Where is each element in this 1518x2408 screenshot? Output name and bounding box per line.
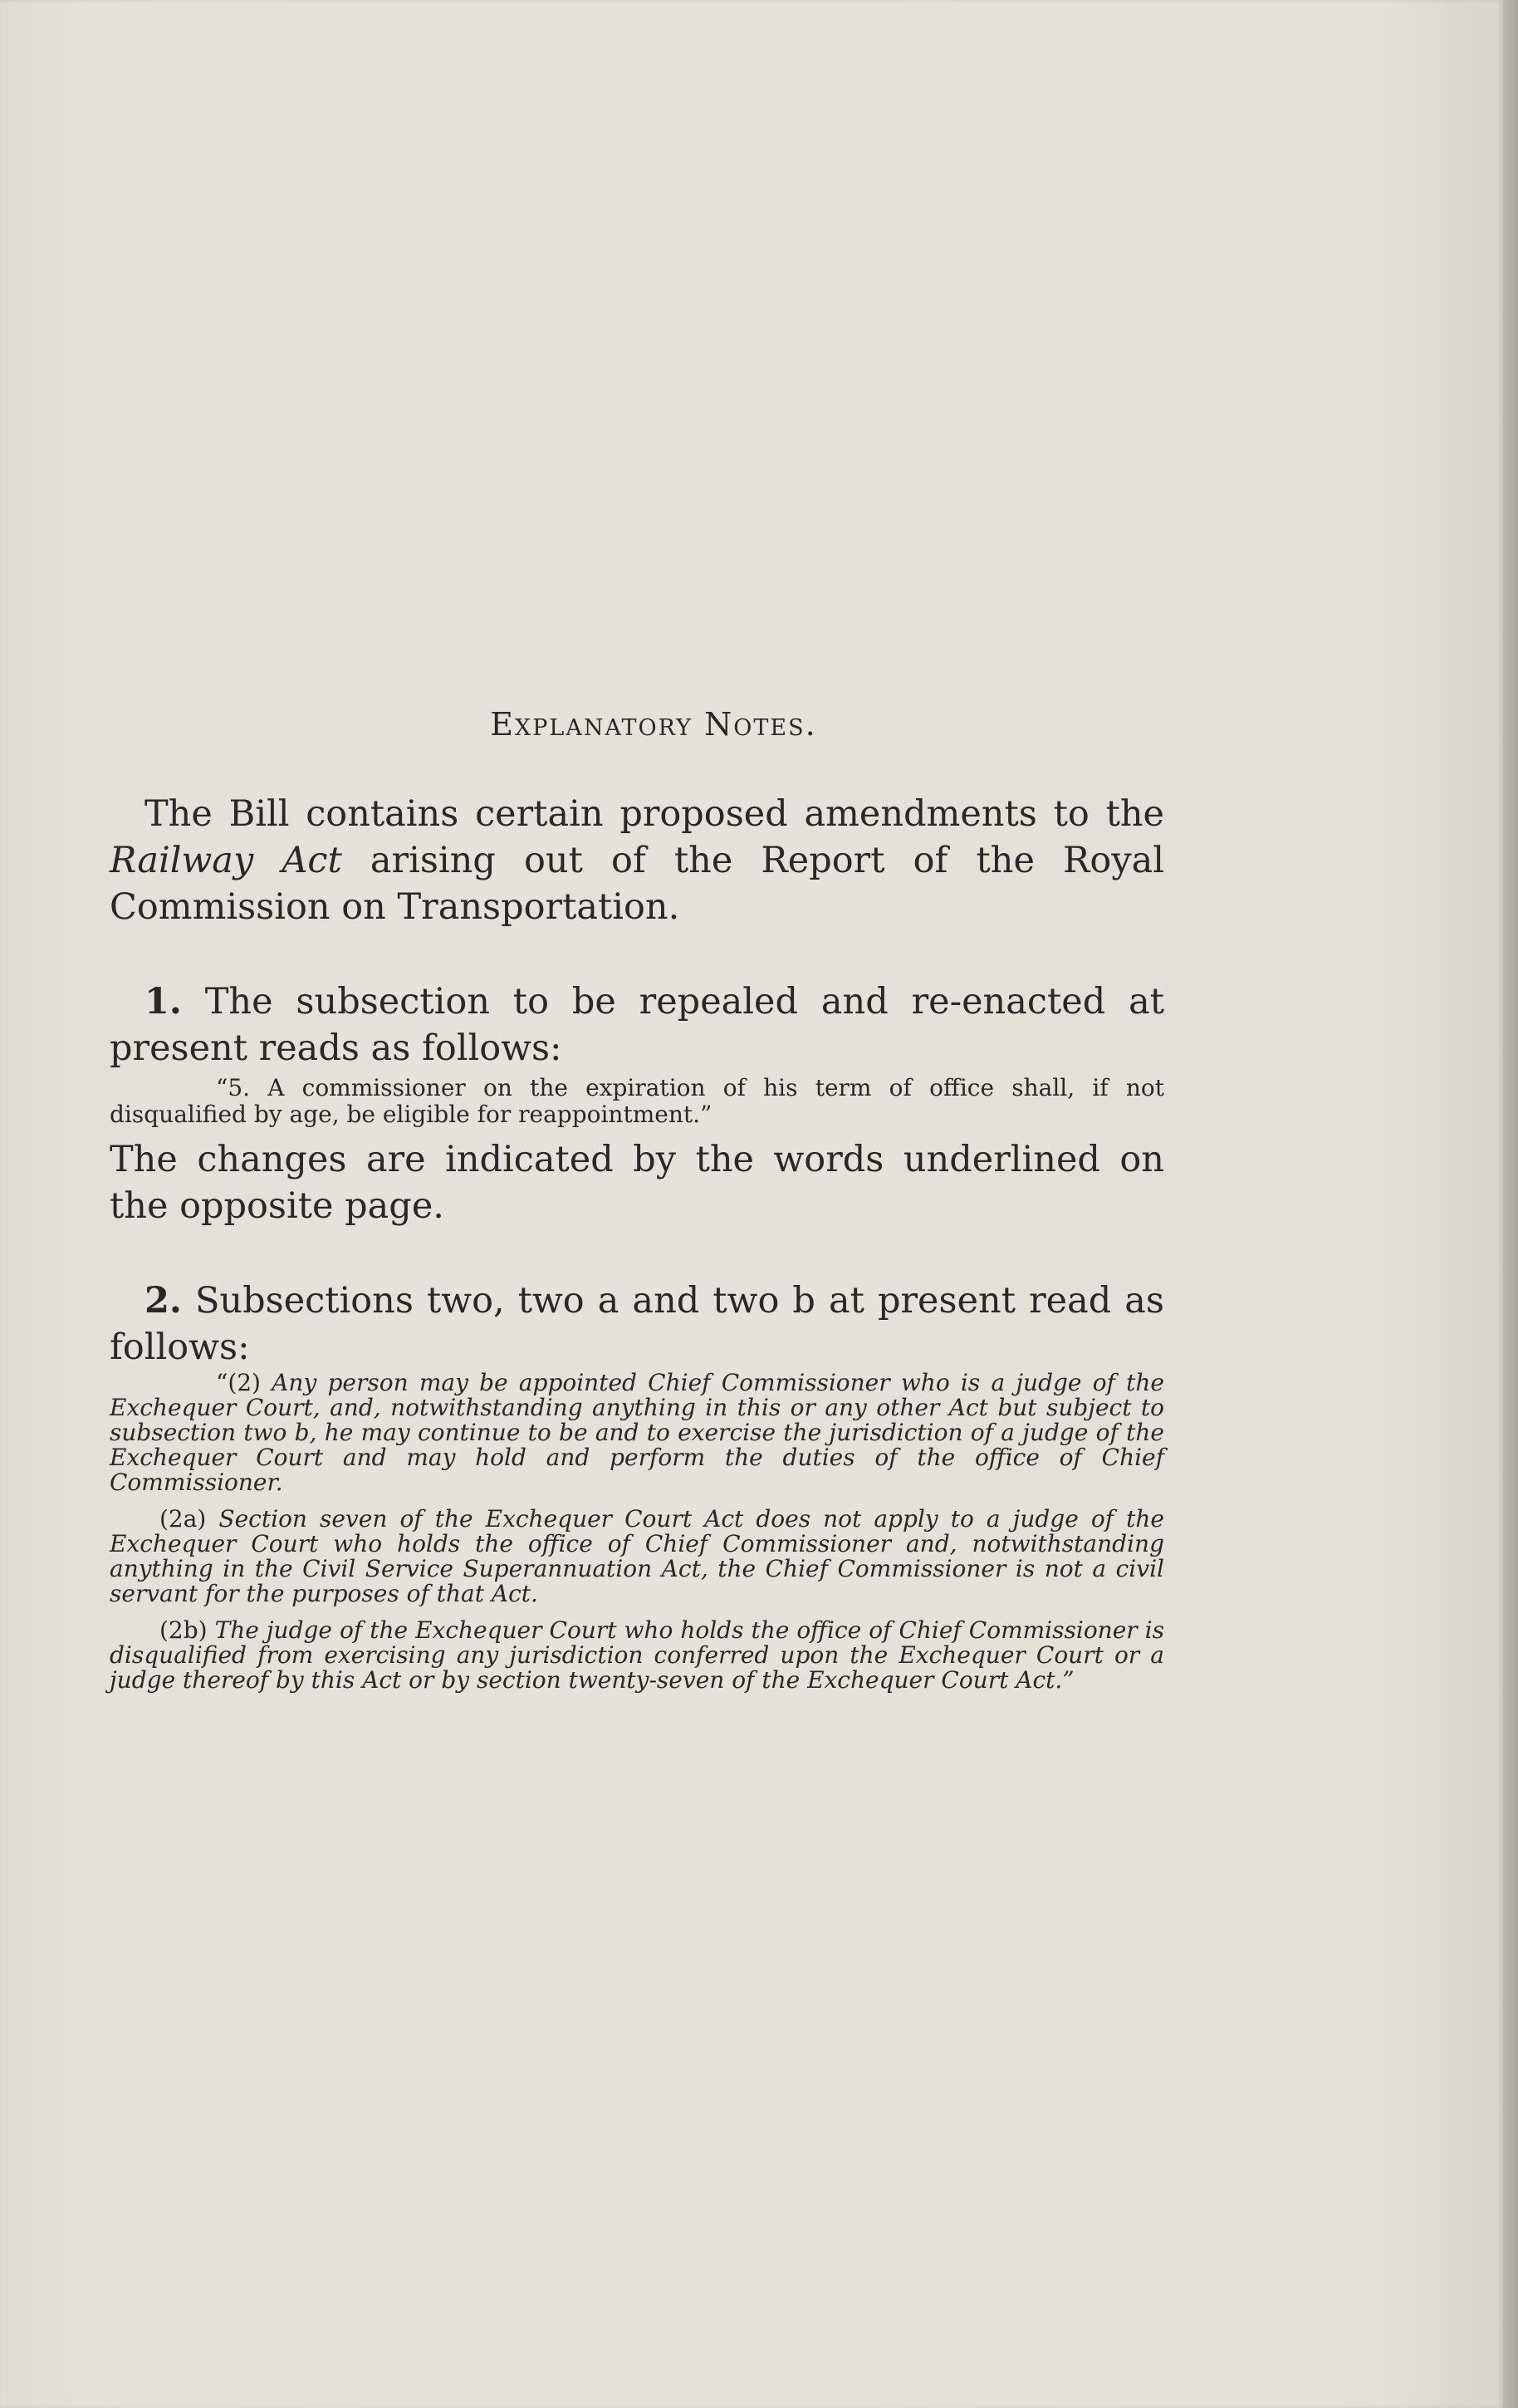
clause-1-after: The changes are indicated by the words underlined on the opposite page. [110,1139,1164,1227]
clause-1-text: The subsection to be repealed and re-enacted at present reads as follows: [110,981,1164,1069]
clause-2-text: Subsections two, two a and two b at present read as follows: [110,1280,1164,1368]
intro-text-end: arising out of the Report of the Royal Commission on Transportation. [110,840,1164,928]
subsection-2-text: Any person may be appointed Chief Commissioner who is a judge of the Exchequer Court, and, notwithstanding anything in this or any other Act but subject to subsection two b, he may continue to be and to exercise the jurisdiction of a judge of the Exchequer Court and may hold and perform the duties of the office of Chief Commissioner. [110,1369,1164,1496]
subsection-2-quote [110,1371,1164,1495]
subsection-2b-text: The judge of the Exchequer Court who holds the office of Chief Commissioner is disqualified from exercising any jurisdiction conferred upon the Exchequer Court or a judge thereof by this Act or by section twenty-seven of the Exchequer Court Act.” [110,1616,1164,1694]
clause-1-quote: “5. A commissioner on the expiration of his term of office shall, if not disqualified by age, be eligible for reappointment.” [110,1074,1164,1128]
explanatory-notes [110,706,1164,1693]
intro-act-name: Railway Act [110,840,342,881]
intro-paragraph [110,791,1164,930]
subsection-2a-text: Section seven of the Exchequer Court Act does not apply to a judge of the Exchequer Court who holds the office of Chief Commissioner and, notwithstanding anything in the Civil Service Superannuation Act, the Chief Commissioner is not a civil servant for the purposes of that Act. [110,1505,1164,1607]
clause-2-paragraph [110,1278,1164,1371]
clause-2-number: 2. [144,1280,182,1322]
subsection-2a-quote [110,1507,1164,1606]
subsection-2b-label: (2b) [159,1616,208,1644]
intro-text-start: The Bill contains certain proposed amendments to the [144,793,1164,835]
subsection-2a-label: (2a) [159,1505,207,1533]
clause-1-number: 1. [144,981,182,1023]
clause-1-paragraph [110,978,1164,1072]
subsection-2b-quote [110,1618,1164,1693]
heading: Explanatory Notes. [490,706,817,743]
subsection-2-label: “(2) [216,1369,261,1396]
page-edge [1503,0,1518,2408]
